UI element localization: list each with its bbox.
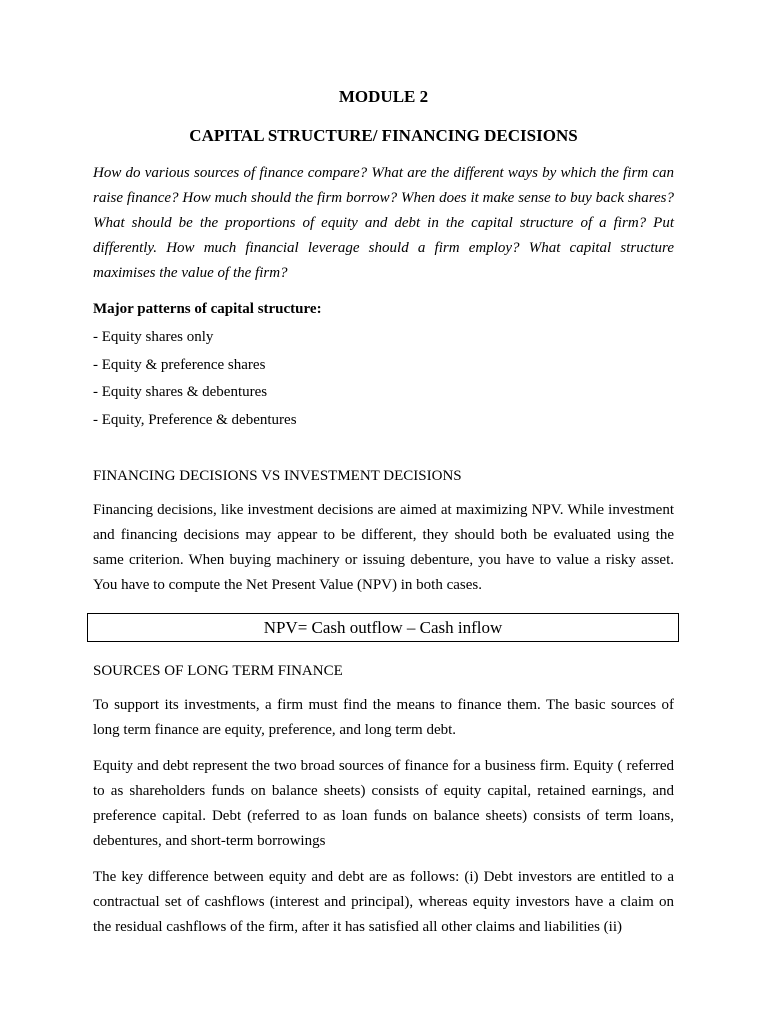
sources-paragraph-2: Equity and debt represent the two broad sources of finance for a business firm. Equity ( referred to as shareholders funds on balance sheets) consists of equity capital, retained earnings, and preference capital. Debt (referred to as loan funds on balance sheets) consists of term loans, debentures, and short-term borrowings xyxy=(93,758,674,849)
financing-vs-investment-heading: FINANCING DECISIONS VS INVESTMENT DECISIONS xyxy=(93,468,462,484)
npv-formula-box: NPV= Cash outflow – Cash inflow xyxy=(87,613,679,642)
module-title: MODULE 2 xyxy=(338,87,429,106)
pattern-item: - Equity, Preference & debentures xyxy=(93,412,297,428)
patterns-heading: Major patterns of capital structure: xyxy=(93,301,322,317)
sources-paragraph-3: The key difference between equity and debt are as follows: (i) Debt investors are entitled to a contractual set of cashflows (interest and principal), whereas equity investors have a claim on the residual cashflows of the firm, after it has satisfied all other claims and liabilities (ii) xyxy=(93,869,674,935)
intro-paragraph: How do various sources of finance compare? What are the different ways by which the firm can raise finance? How much should the firm borrow? When does it make sense to buy back shares? What should be the proportions of equity and debt in the capital structure of a firm? Put differently. How much financial leverage should a firm employ? What capital structure maximises the value of the firm? xyxy=(93,165,674,281)
pattern-item: - Equity shares & debentures xyxy=(93,384,268,400)
chapter-title: CAPITAL STRUCTURE/ FINANCING DECISIONS xyxy=(189,126,578,145)
sources-paragraph-1: To support its investments, a firm must find the means to finance them. The basic sources of long term finance are equity, preference, and long term debt. xyxy=(93,697,674,738)
pattern-item: - Equity shares only xyxy=(93,329,214,345)
pattern-item: - Equity & preference shares xyxy=(93,357,266,373)
financing-vs-investment-paragraph: Financing decisions, like investment decisions are aimed at maximizing NPV. While investment and financing decisions may appear to be different, they should both be evaluated using the same criterion. When buying machinery or issuing debenture, you have to value a risky asset. You have to compute the Net Present Value (NPV) in both cases. xyxy=(93,502,674,593)
sources-heading: SOURCES OF LONG TERM FINANCE xyxy=(93,663,343,679)
